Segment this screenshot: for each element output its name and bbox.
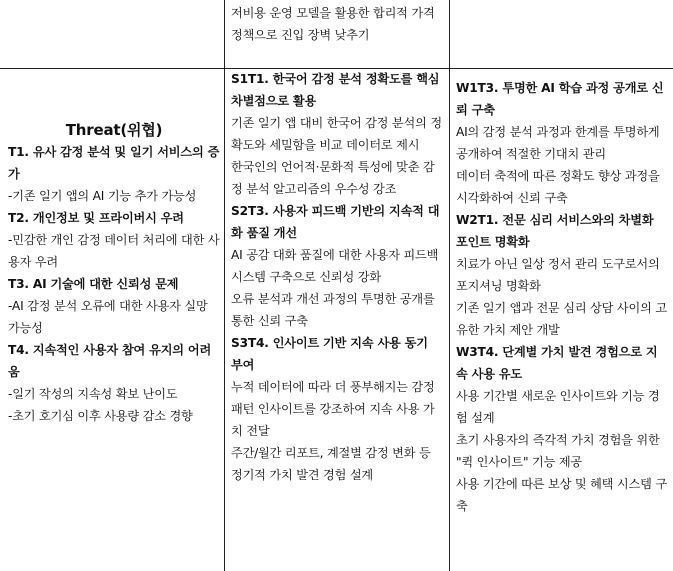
threat-item-heading: T1. 유사 감정 분석 및 일기 서비스의 증가 xyxy=(8,145,220,181)
st-strategy-detail: 오류 분석과 개선 과정의 투명한 공개를 통한 신뢰 구축 xyxy=(231,292,435,328)
st-strategy-heading: S2T3. 사용자 피드백 기반의 지속적 대화 품질 개선 xyxy=(231,204,440,240)
threat-item-detail: -일기 작성의 지속성 확보 난이도 xyxy=(8,387,178,401)
st-strategy-detail: AI 공감 대화 품질에 대한 사용자 피드백 시스템 구축으로 신뢰성 강화 xyxy=(231,248,439,284)
st-strategy-detail: 주간/월간 리포트, 계절별 감정 변화 등 정기적 가치 발견 경험 설계 xyxy=(231,446,431,482)
wt-strategy-detail: 사용 기간에 따른 보상 및 혜택 시스템 구축 xyxy=(456,477,667,513)
wt-strategy-detail: 치료가 아닌 일상 정서 관리 도구로서의 포지셔닝 명확화 xyxy=(456,257,660,293)
wt-strategy-heading: W1T3. 투명한 AI 학습 과정 공개로 신뢰 구축 xyxy=(456,81,664,117)
threat-item-detail: -초기 호기심 이후 사용량 감소 경향 xyxy=(8,409,193,423)
threat-item-detail: -AI 감정 분석 오류에 대한 사용자 실망 가능성 xyxy=(8,299,208,335)
wt-strategy-detail: 데이터 축적에 따른 정확도 향상 과정을 시각화하여 신뢰 구축 xyxy=(456,169,660,205)
threat-item-detail: -기존 일기 앱의 AI 기능 추가 가능성 xyxy=(8,189,197,203)
threat-item-heading: T4. 지속적인 사용자 참여 유지의 어려움 xyxy=(8,343,212,379)
top-middle-text: 저비용 운영 모델을 활용한 합리적 가격 정책으로 진입 장벽 낮추기 xyxy=(231,6,435,42)
st-strategy-heading: S1T1. 한국어 감정 분석 정확도를 핵심 차별점으로 활용 xyxy=(231,72,440,108)
st-strategy-detail: 누적 데이터에 따라 더 풍부해지는 감정 패턴 인사이트를 강조하여 지속 사용 가치 전달 xyxy=(231,380,435,438)
st-strategy-detail: 한국인의 언어적·문화적 특성에 맞춘 감정 분석 알고리즘의 우수성 강조 xyxy=(231,160,435,196)
wt-strategy-cell xyxy=(456,77,668,517)
wt-strategy-detail: 초기 사용자의 즉각적 가치 경험을 위한 "퀵 인사이트" 기능 제공 xyxy=(456,433,660,469)
column-divider-right xyxy=(449,0,450,571)
wt-strategy-detail: AI의 감정 분석 과정과 한계를 투명하게 공개하여 적절한 기대치 관리 xyxy=(456,125,660,161)
column-divider-left xyxy=(224,0,225,571)
threat-title: Threat(위협) xyxy=(65,121,163,139)
threat-item-heading: T2. 개인정보 및 프라이버시 우려 xyxy=(8,211,184,225)
threat-item-heading: T3. AI 기술에 대한 신뢰성 문제 xyxy=(8,277,179,291)
st-strategy-heading: S3T4. 인사이트 기반 지속 사용 동기 부여 xyxy=(231,336,428,372)
top-middle-cell xyxy=(231,2,443,46)
wt-strategy-heading: W2T1. 전문 심리 서비스와의 차별화 포인트 명확화 xyxy=(456,213,654,249)
wt-strategy-detail: 사용 기간별 새로운 인사이트와 기능 경험 설계 xyxy=(456,389,660,425)
wt-strategy-heading: W3T4. 단계별 가치 발견 경험으로 지속 사용 유도 xyxy=(456,345,658,381)
wt-strategy-detail: 기존 일기 앱과 전문 심리 상담 사이의 고유한 가치 제안 개발 xyxy=(456,301,667,337)
st-strategy-detail: 기존 일기 앱 대비 한국어 감정 분석의 정확도와 세밀함을 비교 데이터로 제시 xyxy=(231,116,442,152)
threat-cell xyxy=(8,119,220,427)
threat-item-detail: -민감한 개인 감정 데이터 처리에 대한 사용자 우려 xyxy=(8,233,220,269)
st-strategy-cell xyxy=(231,68,443,486)
